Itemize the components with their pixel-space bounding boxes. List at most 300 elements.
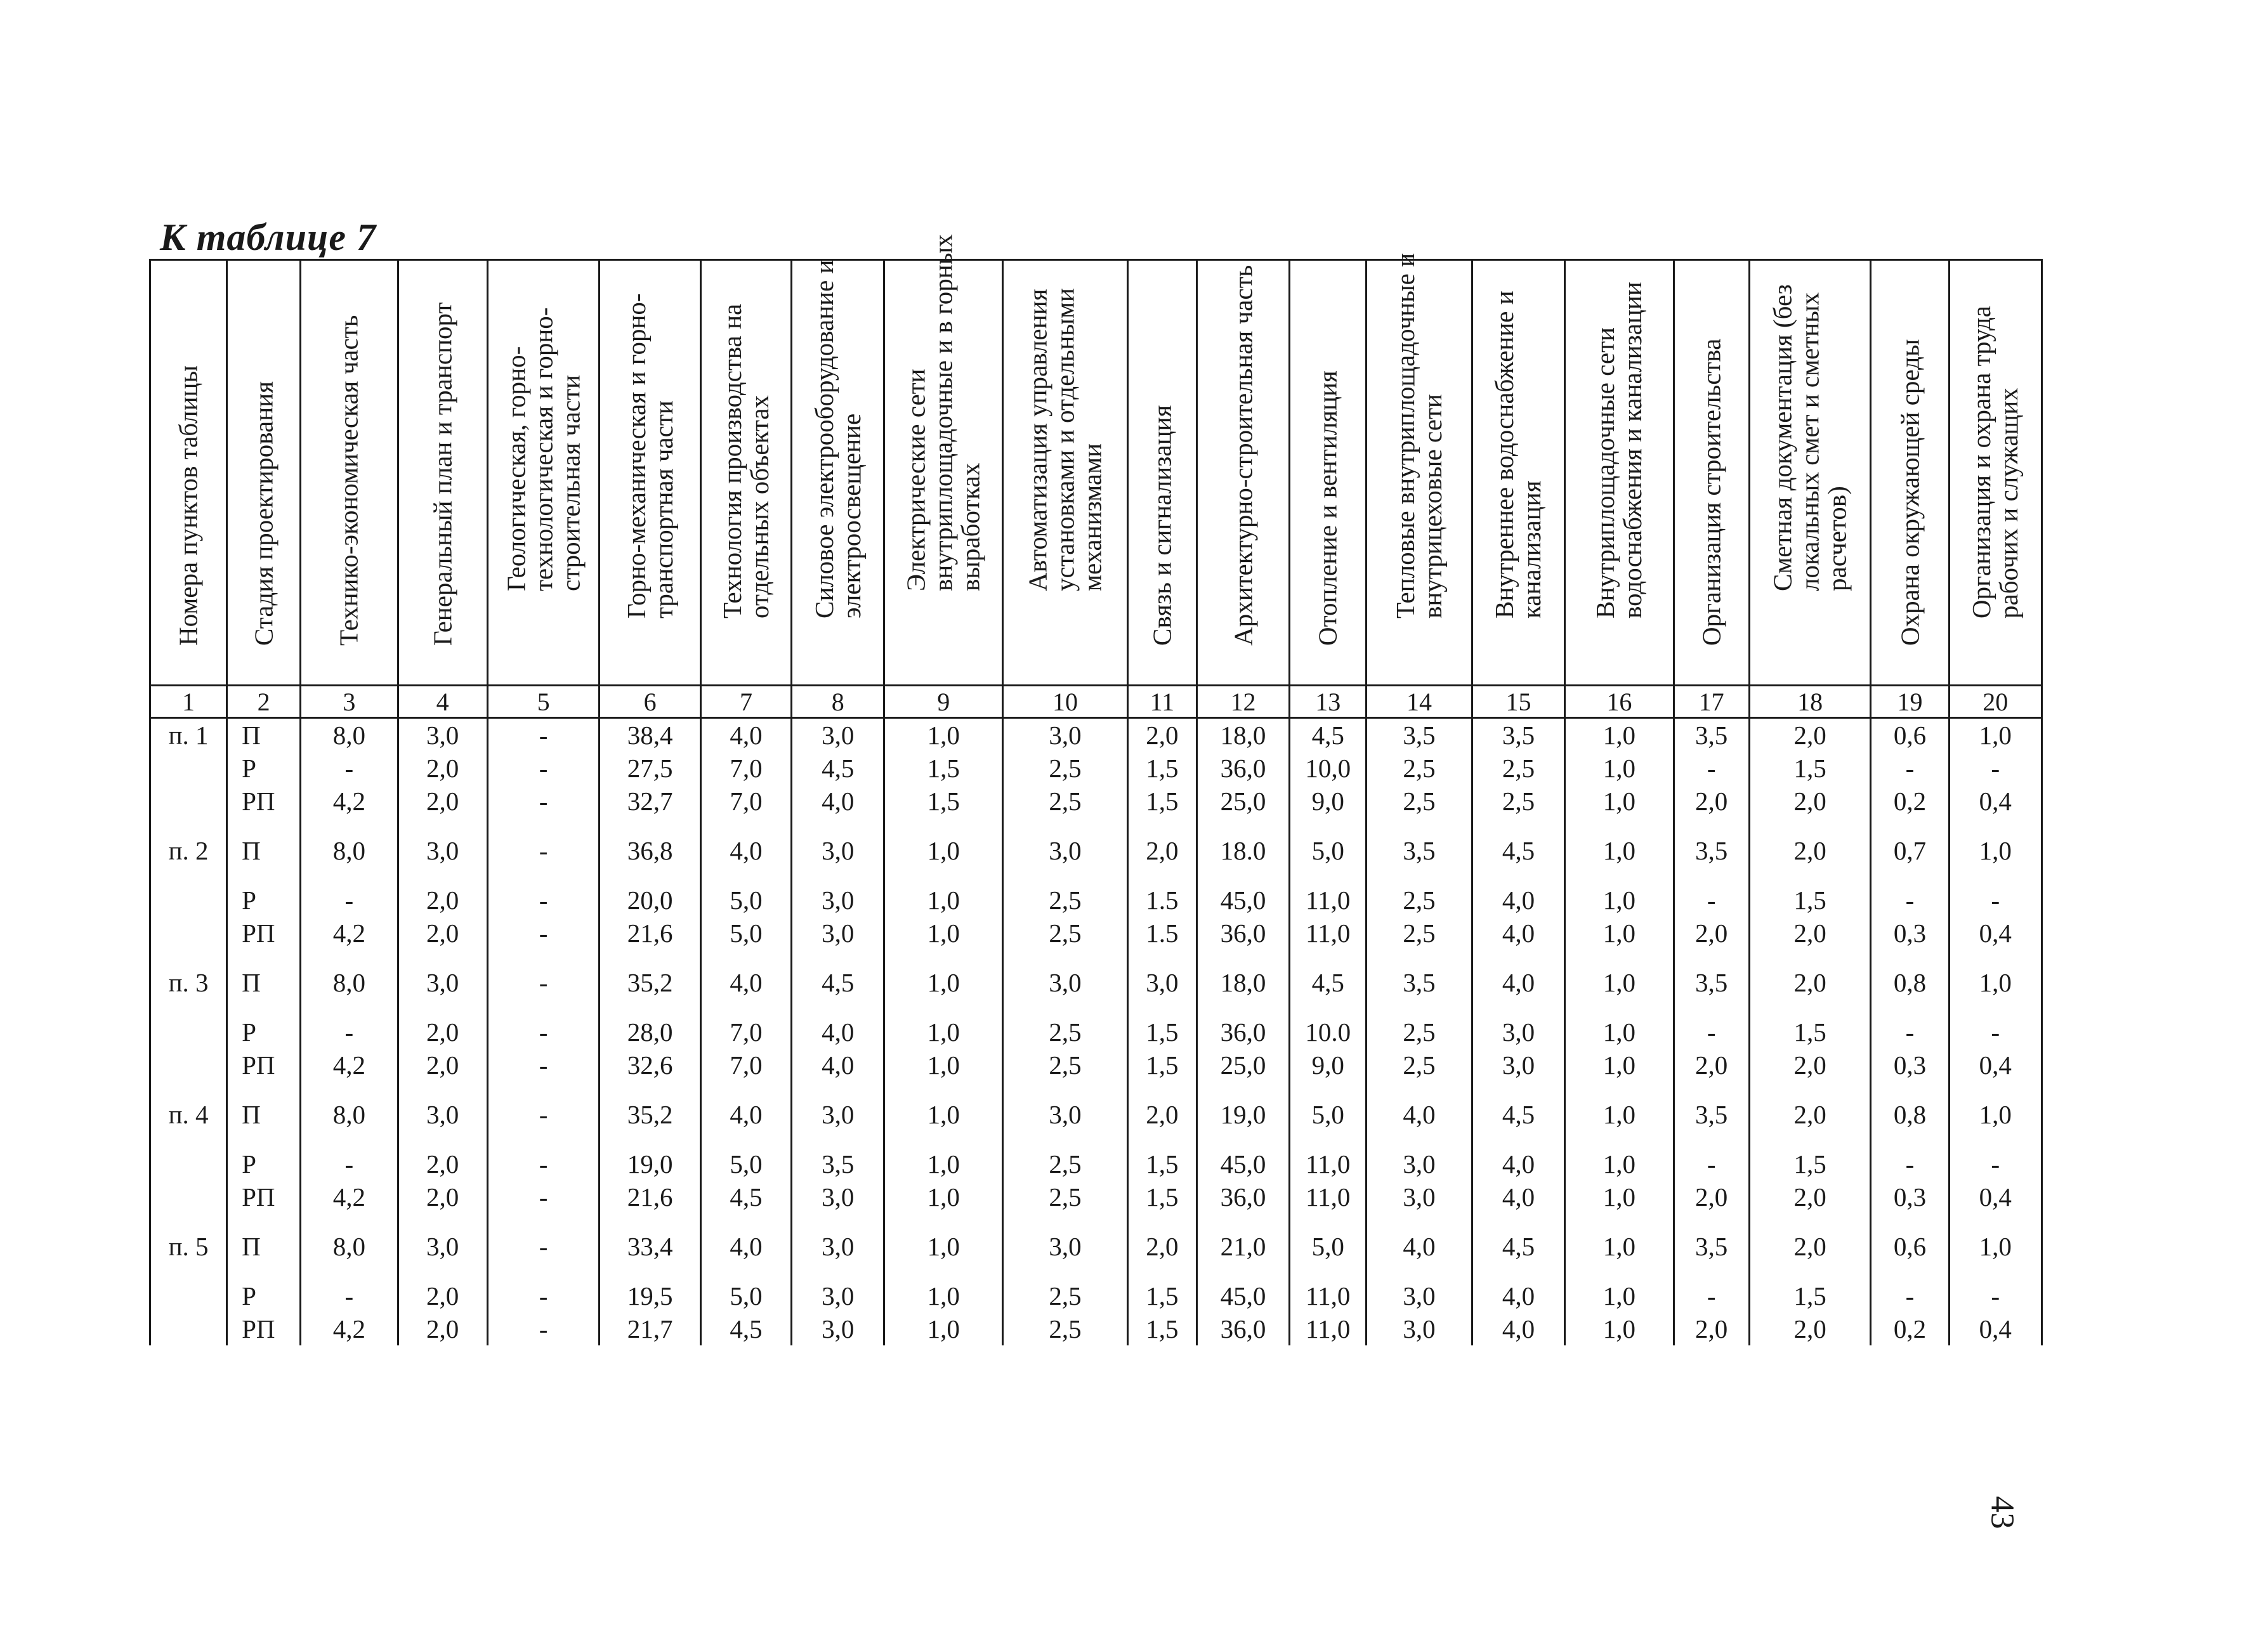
value-cell: 0,3 bbox=[1871, 1180, 1949, 1213]
value-cell: 0,6 bbox=[1871, 1213, 1949, 1279]
column-header bbox=[398, 260, 487, 686]
value-cell: 4,5 bbox=[700, 1312, 791, 1345]
value-cell: 4,5 bbox=[1472, 1213, 1564, 1279]
value-cell: - bbox=[487, 1180, 600, 1213]
stage-cell: Р bbox=[227, 1016, 301, 1049]
value-cell: - bbox=[1871, 1147, 1949, 1180]
value-cell: 2,0 bbox=[1749, 1049, 1871, 1082]
value-cell: - bbox=[487, 785, 600, 818]
value-cell: 0,4 bbox=[1949, 1312, 2042, 1345]
value-cell: 1,0 bbox=[1565, 752, 1674, 785]
value-cell: 1,5 bbox=[1127, 1147, 1196, 1180]
table-row bbox=[150, 1082, 2042, 1147]
column-header-label: Автоматизация управления установками и отдельными механизмами bbox=[1023, 287, 1107, 591]
column-header-label: Внутреннее водоснабжение и канализация bbox=[1490, 291, 1547, 618]
value-cell: 0,8 bbox=[1871, 1082, 1949, 1147]
item-label-cell bbox=[150, 884, 227, 917]
value-cell: 4,0 bbox=[700, 818, 791, 884]
value-cell: 45,0 bbox=[1196, 1279, 1289, 1312]
value-cell: 2,5 bbox=[1367, 917, 1472, 950]
table-row bbox=[150, 1312, 2042, 1345]
item-label-cell bbox=[150, 1279, 227, 1312]
value-cell: 1,0 bbox=[884, 1082, 1003, 1147]
table-caption: К таблице 7 bbox=[160, 216, 376, 258]
table-row bbox=[150, 1213, 2042, 1279]
value-cell: 2,0 bbox=[1749, 1213, 1871, 1279]
column-header bbox=[792, 260, 884, 686]
table-row bbox=[150, 1147, 2042, 1180]
value-cell: - bbox=[487, 1213, 600, 1279]
value-cell: 3,0 bbox=[1127, 950, 1196, 1016]
value-cell: 36,8 bbox=[600, 818, 700, 884]
value-cell: 21,0 bbox=[1196, 1213, 1289, 1279]
column-header-label: Стадия проектирования bbox=[249, 381, 279, 646]
value-cell: 1,0 bbox=[1565, 785, 1674, 818]
value-cell: 5,0 bbox=[1290, 1213, 1367, 1279]
value-cell: 2,0 bbox=[398, 1147, 487, 1180]
value-cell: 25,0 bbox=[1196, 785, 1289, 818]
value-cell: 10.0 bbox=[1290, 1016, 1367, 1049]
value-cell: 1,0 bbox=[884, 917, 1003, 950]
table-row bbox=[150, 785, 2042, 818]
value-cell: 3,0 bbox=[398, 950, 487, 1016]
value-cell: 3,0 bbox=[1003, 718, 1128, 752]
value-cell: 4,0 bbox=[1472, 1147, 1564, 1180]
value-cell: 2,5 bbox=[1003, 1049, 1128, 1082]
value-cell: 4,2 bbox=[301, 1312, 398, 1345]
value-cell: 1,5 bbox=[1749, 884, 1871, 917]
value-cell: 1,0 bbox=[1565, 1213, 1674, 1279]
value-cell: 1,5 bbox=[1127, 752, 1196, 785]
value-cell: 1,0 bbox=[884, 1016, 1003, 1049]
value-cell: 8,0 bbox=[301, 1082, 398, 1147]
stage-cell: Р bbox=[227, 1279, 301, 1312]
value-cell: 11,0 bbox=[1290, 1279, 1367, 1312]
column-header-label: Электрические сети внутриплощадочные и в горных выработках bbox=[901, 234, 985, 591]
value-cell: - bbox=[1949, 1147, 2042, 1180]
column-header bbox=[1565, 260, 1674, 686]
value-cell: 2,0 bbox=[398, 884, 487, 917]
value-cell: 1,0 bbox=[1565, 950, 1674, 1016]
value-cell: 18,0 bbox=[1196, 950, 1289, 1016]
value-cell: 0,2 bbox=[1871, 785, 1949, 818]
stage-cell: РП bbox=[227, 1312, 301, 1345]
value-cell: 2,0 bbox=[1749, 718, 1871, 752]
value-cell: 4,0 bbox=[792, 1016, 884, 1049]
column-header-label: Технология производства на отдельных объектах bbox=[717, 303, 774, 618]
value-cell: 1,5 bbox=[1749, 1147, 1871, 1180]
value-cell: 4,5 bbox=[1290, 718, 1367, 752]
value-cell: - bbox=[487, 917, 600, 950]
column-number-row bbox=[150, 686, 2042, 718]
value-cell: 1,0 bbox=[1565, 1016, 1674, 1049]
column-number: 2 bbox=[227, 686, 301, 718]
column-number: 12 bbox=[1196, 686, 1289, 718]
item-label-cell bbox=[150, 1049, 227, 1082]
value-cell: 4,2 bbox=[301, 785, 398, 818]
value-cell: - bbox=[487, 884, 600, 917]
stage-cell: П bbox=[227, 818, 301, 884]
value-cell: 2,0 bbox=[1674, 917, 1749, 950]
value-cell: 2,0 bbox=[1127, 718, 1196, 752]
value-cell: - bbox=[487, 1279, 600, 1312]
value-cell: 3,0 bbox=[1003, 950, 1128, 1016]
value-cell: - bbox=[301, 1147, 398, 1180]
value-cell: 1,0 bbox=[1949, 818, 2042, 884]
value-cell: 1,5 bbox=[1127, 1180, 1196, 1213]
value-cell: 33,4 bbox=[600, 1213, 700, 1279]
column-header bbox=[600, 260, 700, 686]
value-cell: - bbox=[1871, 752, 1949, 785]
value-cell: 25,0 bbox=[1196, 1049, 1289, 1082]
value-cell: 3,0 bbox=[792, 917, 884, 950]
column-header bbox=[1127, 260, 1196, 686]
value-cell: 1,0 bbox=[884, 1049, 1003, 1082]
column-header bbox=[150, 260, 227, 686]
value-cell: 1,0 bbox=[884, 1147, 1003, 1180]
value-cell: 4,0 bbox=[1367, 1082, 1472, 1147]
value-cell: 45,0 bbox=[1196, 1147, 1289, 1180]
value-cell: 4,0 bbox=[792, 1049, 884, 1082]
value-cell: 1,0 bbox=[1565, 1279, 1674, 1312]
value-cell: 1,0 bbox=[1565, 1147, 1674, 1180]
value-cell: 1,0 bbox=[884, 1279, 1003, 1312]
value-cell: 4,0 bbox=[700, 1213, 791, 1279]
item-label-cell bbox=[150, 1147, 227, 1180]
value-cell: 10,0 bbox=[1290, 752, 1367, 785]
column-number: 9 bbox=[884, 686, 1003, 718]
value-cell: 2,0 bbox=[1749, 950, 1871, 1016]
value-cell: 0,6 bbox=[1871, 718, 1949, 752]
value-cell: 2,5 bbox=[1472, 752, 1564, 785]
value-cell: 4,0 bbox=[1472, 1312, 1564, 1345]
value-cell: 18,0 bbox=[1196, 718, 1289, 752]
value-cell: 3,0 bbox=[1472, 1016, 1564, 1049]
column-header bbox=[1472, 260, 1564, 686]
value-cell: 1,0 bbox=[1565, 1312, 1674, 1345]
value-cell: 1,0 bbox=[884, 884, 1003, 917]
value-cell: 11,0 bbox=[1290, 917, 1367, 950]
column-number: 10 bbox=[1003, 686, 1128, 718]
value-cell: - bbox=[1949, 1279, 2042, 1312]
column-number: 18 bbox=[1749, 686, 1871, 718]
stage-cell: Р bbox=[227, 752, 301, 785]
value-cell: - bbox=[1674, 1016, 1749, 1049]
value-cell: 36,0 bbox=[1196, 1016, 1289, 1049]
value-cell: 0,4 bbox=[1949, 917, 2042, 950]
item-label-cell bbox=[150, 785, 227, 818]
value-cell: 1,5 bbox=[1127, 1312, 1196, 1345]
value-cell: 1,0 bbox=[1565, 884, 1674, 917]
column-number: 19 bbox=[1871, 686, 1949, 718]
table-row bbox=[150, 752, 2042, 785]
item-label-cell bbox=[150, 1016, 227, 1049]
item-label-cell: п. 1 bbox=[150, 718, 227, 752]
value-cell: 1,0 bbox=[884, 950, 1003, 1016]
value-cell: 3,5 bbox=[1674, 950, 1749, 1016]
value-cell: 2,5 bbox=[1367, 752, 1472, 785]
value-cell: 2,5 bbox=[1003, 1312, 1128, 1345]
value-cell: 0,2 bbox=[1871, 1312, 1949, 1345]
table-row bbox=[150, 950, 2042, 1016]
value-cell: 19,0 bbox=[1196, 1082, 1289, 1147]
column-header-label: Технико-экономическая часть bbox=[334, 315, 364, 646]
value-cell: 1,0 bbox=[1565, 718, 1674, 752]
value-cell: 35,2 bbox=[600, 950, 700, 1016]
item-label-cell bbox=[150, 752, 227, 785]
column-header-label: Охрана окружающей среды bbox=[1894, 339, 1924, 646]
value-cell: 1,5 bbox=[1749, 1279, 1871, 1312]
value-cell: 4,0 bbox=[700, 718, 791, 752]
value-cell: 0,4 bbox=[1949, 785, 2042, 818]
value-cell: 21,6 bbox=[600, 917, 700, 950]
value-cell: 4,0 bbox=[700, 1082, 791, 1147]
value-cell: 38,4 bbox=[600, 718, 700, 752]
value-cell: 11,0 bbox=[1290, 1180, 1367, 1213]
value-cell: 4,5 bbox=[1472, 818, 1564, 884]
column-header-label: Горно-механическая и горно-транспортная части bbox=[621, 293, 678, 618]
value-cell: 35,2 bbox=[600, 1082, 700, 1147]
value-cell: 2,0 bbox=[1127, 1213, 1196, 1279]
column-number: 15 bbox=[1472, 686, 1564, 718]
value-cell: 1,0 bbox=[884, 818, 1003, 884]
value-cell: - bbox=[1949, 752, 2042, 785]
value-cell: 5,0 bbox=[700, 884, 791, 917]
value-cell: 2,0 bbox=[1749, 1180, 1871, 1213]
column-header bbox=[301, 260, 398, 686]
value-cell: 1,0 bbox=[1565, 1180, 1674, 1213]
value-cell: 1,0 bbox=[1949, 718, 2042, 752]
value-cell: 4,5 bbox=[1290, 950, 1367, 1016]
column-header bbox=[1367, 252, 1472, 686]
value-cell: 7,0 bbox=[700, 1016, 791, 1049]
value-cell: 4,0 bbox=[1472, 1279, 1564, 1312]
value-cell: 2,0 bbox=[398, 785, 487, 818]
value-cell: - bbox=[1949, 1016, 2042, 1049]
value-cell: 2,0 bbox=[1674, 1180, 1749, 1213]
value-cell: 2,0 bbox=[398, 1049, 487, 1082]
stage-cell: РП bbox=[227, 1180, 301, 1213]
column-header bbox=[1003, 260, 1128, 686]
item-label-cell bbox=[150, 917, 227, 950]
value-cell: 1,5 bbox=[884, 752, 1003, 785]
value-cell: - bbox=[487, 818, 600, 884]
value-cell: - bbox=[487, 718, 600, 752]
value-cell: 3,5 bbox=[1674, 1082, 1749, 1147]
value-cell: 3,5 bbox=[1472, 718, 1564, 752]
value-cell: 1,0 bbox=[1565, 818, 1674, 884]
item-label-cell: п. 4 bbox=[150, 1082, 227, 1147]
header-row bbox=[150, 260, 2042, 686]
value-cell: 2,0 bbox=[1749, 818, 1871, 884]
stage-cell: П bbox=[227, 1082, 301, 1147]
value-cell: 1,5 bbox=[1127, 785, 1196, 818]
value-cell: 7,0 bbox=[700, 1049, 791, 1082]
value-cell: 0,4 bbox=[1949, 1049, 2042, 1082]
value-cell: 1,0 bbox=[884, 1213, 1003, 1279]
value-cell: 2,5 bbox=[1367, 884, 1472, 917]
value-cell: 19,0 bbox=[600, 1147, 700, 1180]
page-number: 43 bbox=[1984, 1496, 2021, 1529]
value-cell: 3,0 bbox=[792, 1279, 884, 1312]
value-cell: 2,0 bbox=[1674, 785, 1749, 818]
value-cell: 2,5 bbox=[1367, 1016, 1472, 1049]
value-cell: - bbox=[301, 1016, 398, 1049]
value-cell: 5,0 bbox=[700, 917, 791, 950]
value-cell: 3,5 bbox=[1674, 718, 1749, 752]
table-row bbox=[150, 1180, 2042, 1213]
value-cell: 2,5 bbox=[1003, 884, 1128, 917]
value-cell: 3,0 bbox=[792, 818, 884, 884]
item-label-cell: п. 3 bbox=[150, 950, 227, 1016]
value-cell: 2,0 bbox=[1749, 917, 1871, 950]
value-cell: 1,5 bbox=[1127, 1279, 1196, 1312]
value-cell: 3,0 bbox=[398, 818, 487, 884]
value-cell: 0,3 bbox=[1871, 917, 1949, 950]
value-cell: - bbox=[301, 752, 398, 785]
value-cell: 3,0 bbox=[1367, 1312, 1472, 1345]
value-cell: 3,0 bbox=[1003, 1213, 1128, 1279]
value-cell: 4,2 bbox=[301, 917, 398, 950]
value-cell: 32,7 bbox=[600, 785, 700, 818]
column-number: 20 bbox=[1949, 686, 2042, 718]
value-cell: 1,0 bbox=[884, 1312, 1003, 1345]
value-cell: - bbox=[1871, 1016, 1949, 1049]
column-header bbox=[1196, 260, 1289, 686]
value-cell: 3,0 bbox=[1472, 1049, 1564, 1082]
value-cell: 2,5 bbox=[1003, 785, 1128, 818]
value-cell: 4,0 bbox=[700, 950, 791, 1016]
value-cell: - bbox=[1674, 1147, 1749, 1180]
stage-cell: Р bbox=[227, 884, 301, 917]
value-cell: 1,5 bbox=[1749, 1016, 1871, 1049]
value-cell: 5,0 bbox=[700, 1279, 791, 1312]
value-cell: 5,0 bbox=[1290, 818, 1367, 884]
value-cell: 1,0 bbox=[1949, 1082, 2042, 1147]
value-cell: 1,0 bbox=[884, 1180, 1003, 1213]
value-cell: 2,0 bbox=[398, 1312, 487, 1345]
stage-cell: РП bbox=[227, 917, 301, 950]
value-cell: 8,0 bbox=[301, 818, 398, 884]
value-cell: - bbox=[1949, 884, 2042, 917]
value-cell: 0,7 bbox=[1871, 818, 1949, 884]
value-cell: 2,5 bbox=[1472, 785, 1564, 818]
table-row bbox=[150, 1016, 2042, 1049]
stage-cell: РП bbox=[227, 785, 301, 818]
value-cell: 1,0 bbox=[1565, 1049, 1674, 1082]
value-cell: 4,0 bbox=[1472, 950, 1564, 1016]
table-row bbox=[150, 718, 2042, 752]
value-cell: 19,5 bbox=[600, 1279, 700, 1312]
stage-cell: П bbox=[227, 1213, 301, 1279]
value-cell: 3,0 bbox=[792, 1213, 884, 1279]
value-cell: 3,0 bbox=[1003, 1082, 1128, 1147]
value-cell: 1,5 bbox=[1127, 1016, 1196, 1049]
value-cell: - bbox=[1871, 1279, 1949, 1312]
value-cell: - bbox=[301, 884, 398, 917]
value-cell: 2,0 bbox=[398, 1180, 487, 1213]
value-cell: 3,0 bbox=[792, 884, 884, 917]
value-cell: 3,0 bbox=[792, 1082, 884, 1147]
column-header bbox=[1290, 260, 1367, 686]
column-number: 8 bbox=[792, 686, 884, 718]
table-row bbox=[150, 818, 2042, 884]
column-header bbox=[487, 260, 600, 686]
value-cell: 2,0 bbox=[1749, 785, 1871, 818]
stage-cell: Р bbox=[227, 1147, 301, 1180]
table-row bbox=[150, 884, 2042, 917]
value-cell: 4,5 bbox=[792, 752, 884, 785]
value-cell: 8,0 bbox=[301, 950, 398, 1016]
value-cell: 32,6 bbox=[600, 1049, 700, 1082]
value-cell: 3,0 bbox=[1367, 1147, 1472, 1180]
value-cell: 1,5 bbox=[1127, 1049, 1196, 1082]
value-cell: 2,5 bbox=[1003, 1016, 1128, 1049]
item-label-cell bbox=[150, 1180, 227, 1213]
value-cell: 4,2 bbox=[301, 1180, 398, 1213]
value-cell: 4,0 bbox=[792, 785, 884, 818]
value-cell: 3,0 bbox=[1003, 818, 1128, 884]
column-number: 16 bbox=[1565, 686, 1674, 718]
value-cell: 0,3 bbox=[1871, 1049, 1949, 1082]
value-cell: - bbox=[487, 1049, 600, 1082]
table-row bbox=[150, 1279, 2042, 1312]
value-cell: - bbox=[1871, 884, 1949, 917]
value-cell: 4,0 bbox=[1472, 1180, 1564, 1213]
column-number: 7 bbox=[700, 686, 791, 718]
value-cell: 4,5 bbox=[1472, 1082, 1564, 1147]
value-cell: 21,7 bbox=[600, 1312, 700, 1345]
value-cell: 36,0 bbox=[1196, 1312, 1289, 1345]
value-cell: 0,8 bbox=[1871, 950, 1949, 1016]
column-header bbox=[700, 260, 791, 686]
value-cell: 3,5 bbox=[792, 1147, 884, 1180]
value-cell: 4,0 bbox=[1472, 884, 1564, 917]
stage-cell: П bbox=[227, 950, 301, 1016]
value-cell: 11,0 bbox=[1290, 1147, 1367, 1180]
column-header bbox=[1871, 260, 1949, 686]
value-cell: 2,0 bbox=[1127, 1082, 1196, 1147]
value-cell: 4,2 bbox=[301, 1049, 398, 1082]
value-cell: - bbox=[487, 950, 600, 1016]
value-cell: 45,0 bbox=[1196, 884, 1289, 917]
value-cell: 1,0 bbox=[1949, 950, 2042, 1016]
item-label-cell: п. 5 bbox=[150, 1213, 227, 1279]
value-cell: 5,0 bbox=[700, 1147, 791, 1180]
value-cell: 36,0 bbox=[1196, 752, 1289, 785]
column-header bbox=[227, 260, 301, 686]
value-cell: 2,5 bbox=[1367, 785, 1472, 818]
value-cell: 3,5 bbox=[1674, 1213, 1749, 1279]
value-cell: 36,0 bbox=[1196, 917, 1289, 950]
value-cell: 3,0 bbox=[398, 718, 487, 752]
value-cell: 8,0 bbox=[301, 718, 398, 752]
value-cell: 3,0 bbox=[792, 1180, 884, 1213]
value-cell: 7,0 bbox=[700, 785, 791, 818]
column-header-label: Связь и сигнализация bbox=[1147, 405, 1177, 646]
column-header-label: Сметная документация (без локальных смет и сметных расчетов) bbox=[1767, 284, 1852, 591]
table-row bbox=[150, 1049, 2042, 1082]
value-cell: 3,5 bbox=[1367, 950, 1472, 1016]
value-cell: 2,5 bbox=[1003, 1147, 1128, 1180]
value-cell: 3,5 bbox=[1674, 818, 1749, 884]
value-cell: 1,5 bbox=[1749, 752, 1871, 785]
column-header-label: Силовое электрооборудование и электроосвещение bbox=[809, 259, 866, 618]
value-cell: 2,0 bbox=[398, 1016, 487, 1049]
value-cell: - bbox=[1674, 884, 1749, 917]
column-header-label: Геологическая, горно-технологическая и горно-строительная части bbox=[501, 307, 586, 591]
value-cell: 11,0 bbox=[1290, 1312, 1367, 1345]
